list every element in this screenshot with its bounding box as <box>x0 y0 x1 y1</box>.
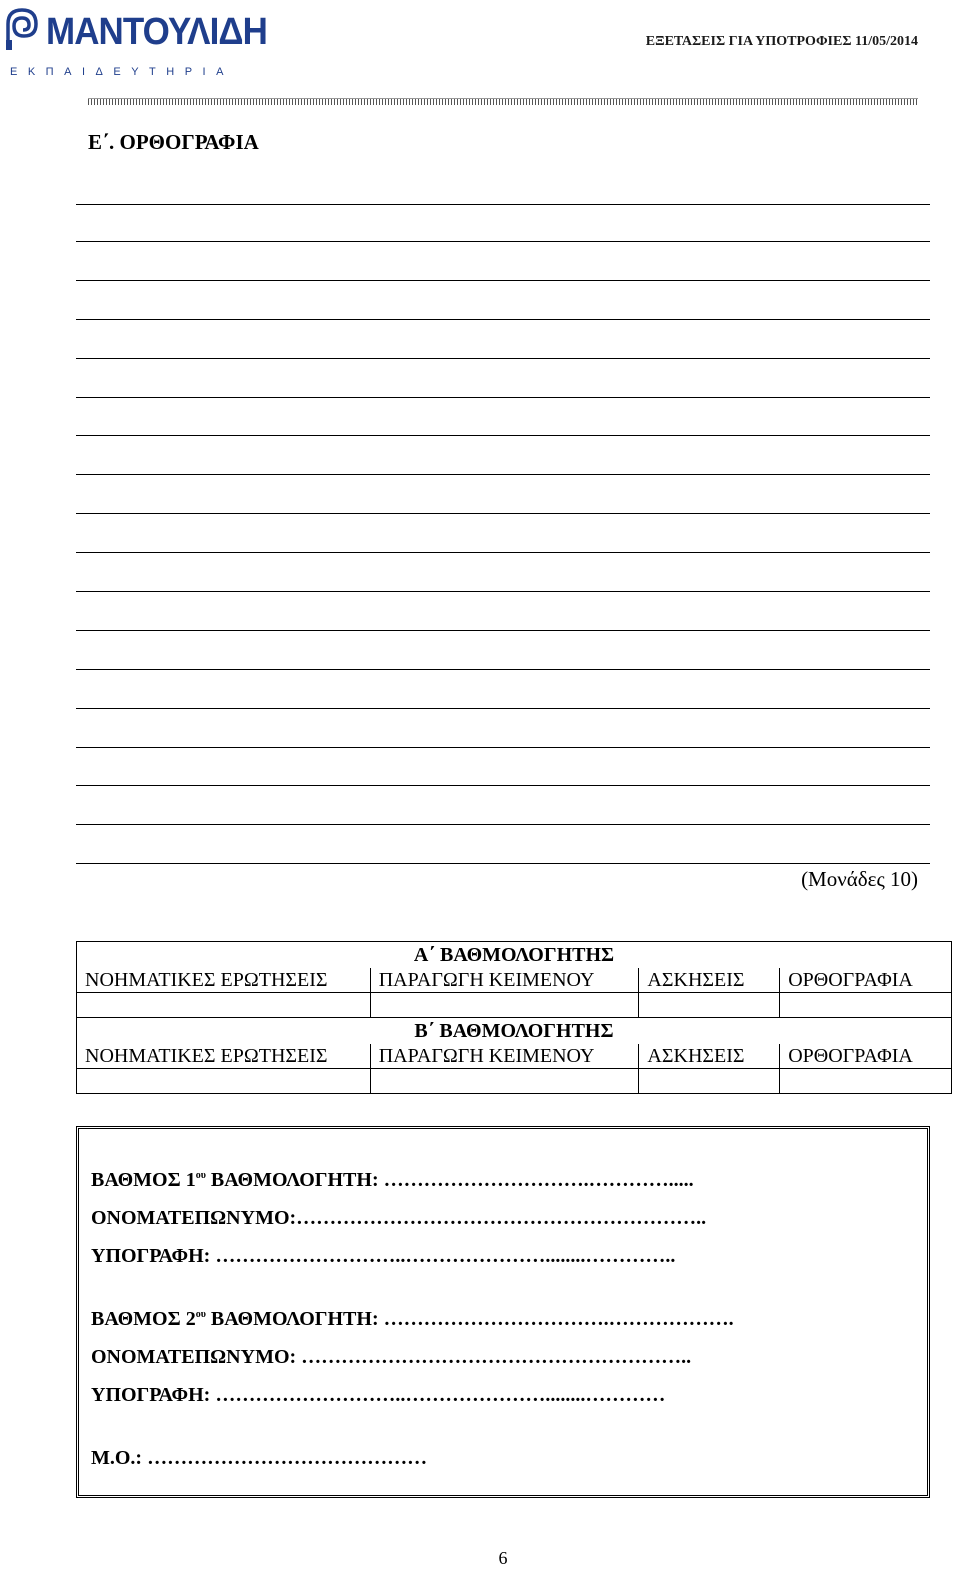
writing-line[interactable] <box>76 359 930 398</box>
writing-line[interactable] <box>76 592 930 631</box>
writing-line[interactable] <box>76 786 930 825</box>
column-spelling: ΟΡΘΟΓΡΑΦΙΑ <box>780 968 952 993</box>
grader-table <box>76 941 952 1094</box>
writing-area[interactable] <box>76 204 930 864</box>
writing-line[interactable] <box>76 825 930 864</box>
column-exercises: ΑΣΚΗΣΕΙΣ <box>639 968 780 993</box>
writing-line[interactable] <box>76 514 930 553</box>
writing-line[interactable] <box>76 281 930 320</box>
grade-cell-text-production[interactable] <box>370 993 639 1018</box>
writing-line[interactable] <box>76 242 930 281</box>
grade-cell-spelling[interactable] <box>780 993 952 1018</box>
writing-line[interactable] <box>76 436 930 475</box>
writing-line[interactable] <box>76 709 930 748</box>
grader-a-heading: Α΄ ΒΑΘΜΟΛΟΓΗΤΗΣ <box>77 942 952 969</box>
grader2-name-field[interactable]: ΟΝΟΜΑΤΕΠΩΝΥΜΟ: ………………………………………………….. <box>91 1346 692 1368</box>
writing-line[interactable] <box>76 670 930 709</box>
column-comprehension: ΝΟΗΜΑΤΙΚΕΣ ΕΡΩΤΗΣΕΙΣ <box>77 968 371 993</box>
grade-cell-spelling[interactable] <box>780 1069 952 1094</box>
grade-cell-exercises[interactable] <box>639 1069 780 1094</box>
column-spelling: ΟΡΘΟΓΡΑΦΙΑ <box>780 1044 952 1069</box>
logo-spiral-icon <box>4 6 40 52</box>
section-title: Ε΄. ΟΡΘΟΓΡΑΦΙΑ <box>88 130 259 154</box>
grade-cell-comprehension[interactable] <box>77 1069 371 1094</box>
grader-b-heading: Β΄ ΒΑΘΜΟΛΟΓΗΤΗΣ <box>77 1018 952 1045</box>
grade-suffix: ΒΑΘΜΟΛΟΓΗΤΗ: …………………………….………………. <box>205 1308 734 1330</box>
grader1-signature-field[interactable]: ΥΠΟΓΡΑΦΗ: ………………………..…………………........………….. <box>91 1245 676 1267</box>
writing-line[interactable] <box>76 398 930 437</box>
exam-title: ΕΞΕΤΑΣΕΙΣ ΓΙΑ ΥΠΟΤΡΟΦΙΕΣ 11/05/2014 <box>645 34 918 49</box>
ordinal-suffix: ου <box>195 1309 206 1320</box>
brand-name: ΜΑΝΤΟΥΛΙΔΗ <box>46 11 267 53</box>
grader1-grade-field[interactable] <box>91 1169 694 1192</box>
grade-cell-text-production[interactable] <box>370 1069 639 1094</box>
page-number: 6 <box>498 1548 508 1568</box>
grade-suffix: ΒΑΘΜΟΛΟΓΗΤΗ: ………………………….…………..... <box>205 1169 694 1191</box>
column-text-production: ΠΑΡΑΓΩΓΗ ΚΕΙΜΕΝΟΥ <box>370 968 639 993</box>
writing-line[interactable] <box>76 475 930 514</box>
points-label: (Μονάδες 10) <box>801 867 918 891</box>
school-logo <box>4 6 279 78</box>
column-text-production: ΠΑΡΑΓΩΓΗ ΚΕΙΜΕΝΟΥ <box>370 1044 639 1069</box>
writing-line[interactable] <box>76 204 930 242</box>
grader1-name-field[interactable]: ΟΝΟΜΑΤΕΠΩΝΥΜΟ:…………………………………………………….. <box>91 1207 707 1229</box>
writing-line[interactable] <box>76 631 930 670</box>
signature-box <box>76 1126 930 1498</box>
writing-line[interactable] <box>76 748 930 787</box>
grade-prefix: ΒΑΘΜΟΣ 1 <box>91 1169 196 1191</box>
writing-line[interactable] <box>76 553 930 592</box>
column-comprehension: ΝΟΗΜΑΤΙΚΕΣ ΕΡΩΤΗΣΕΙΣ <box>77 1044 371 1069</box>
column-exercises: ΑΣΚΗΣΕΙΣ <box>639 1044 780 1069</box>
writing-line[interactable] <box>76 320 930 359</box>
grader2-grade-field[interactable] <box>91 1308 734 1331</box>
average-field[interactable]: Μ.Ο.: …………………………………… <box>91 1447 428 1469</box>
ordinal-suffix: ου <box>195 1170 206 1181</box>
grader2-signature-field[interactable]: ΥΠΟΓΡΑΦΗ: ………………………..…………………........………… <box>91 1384 666 1406</box>
grade-cell-exercises[interactable] <box>639 993 780 1018</box>
header-divider <box>88 98 918 105</box>
grade-cell-comprehension[interactable] <box>77 993 371 1018</box>
grade-prefix: ΒΑΘΜΟΣ 2 <box>91 1308 196 1330</box>
brand-subtitle: ΕΚΠΑΙΔΕΥΤΗΡΙΑ <box>10 66 234 78</box>
